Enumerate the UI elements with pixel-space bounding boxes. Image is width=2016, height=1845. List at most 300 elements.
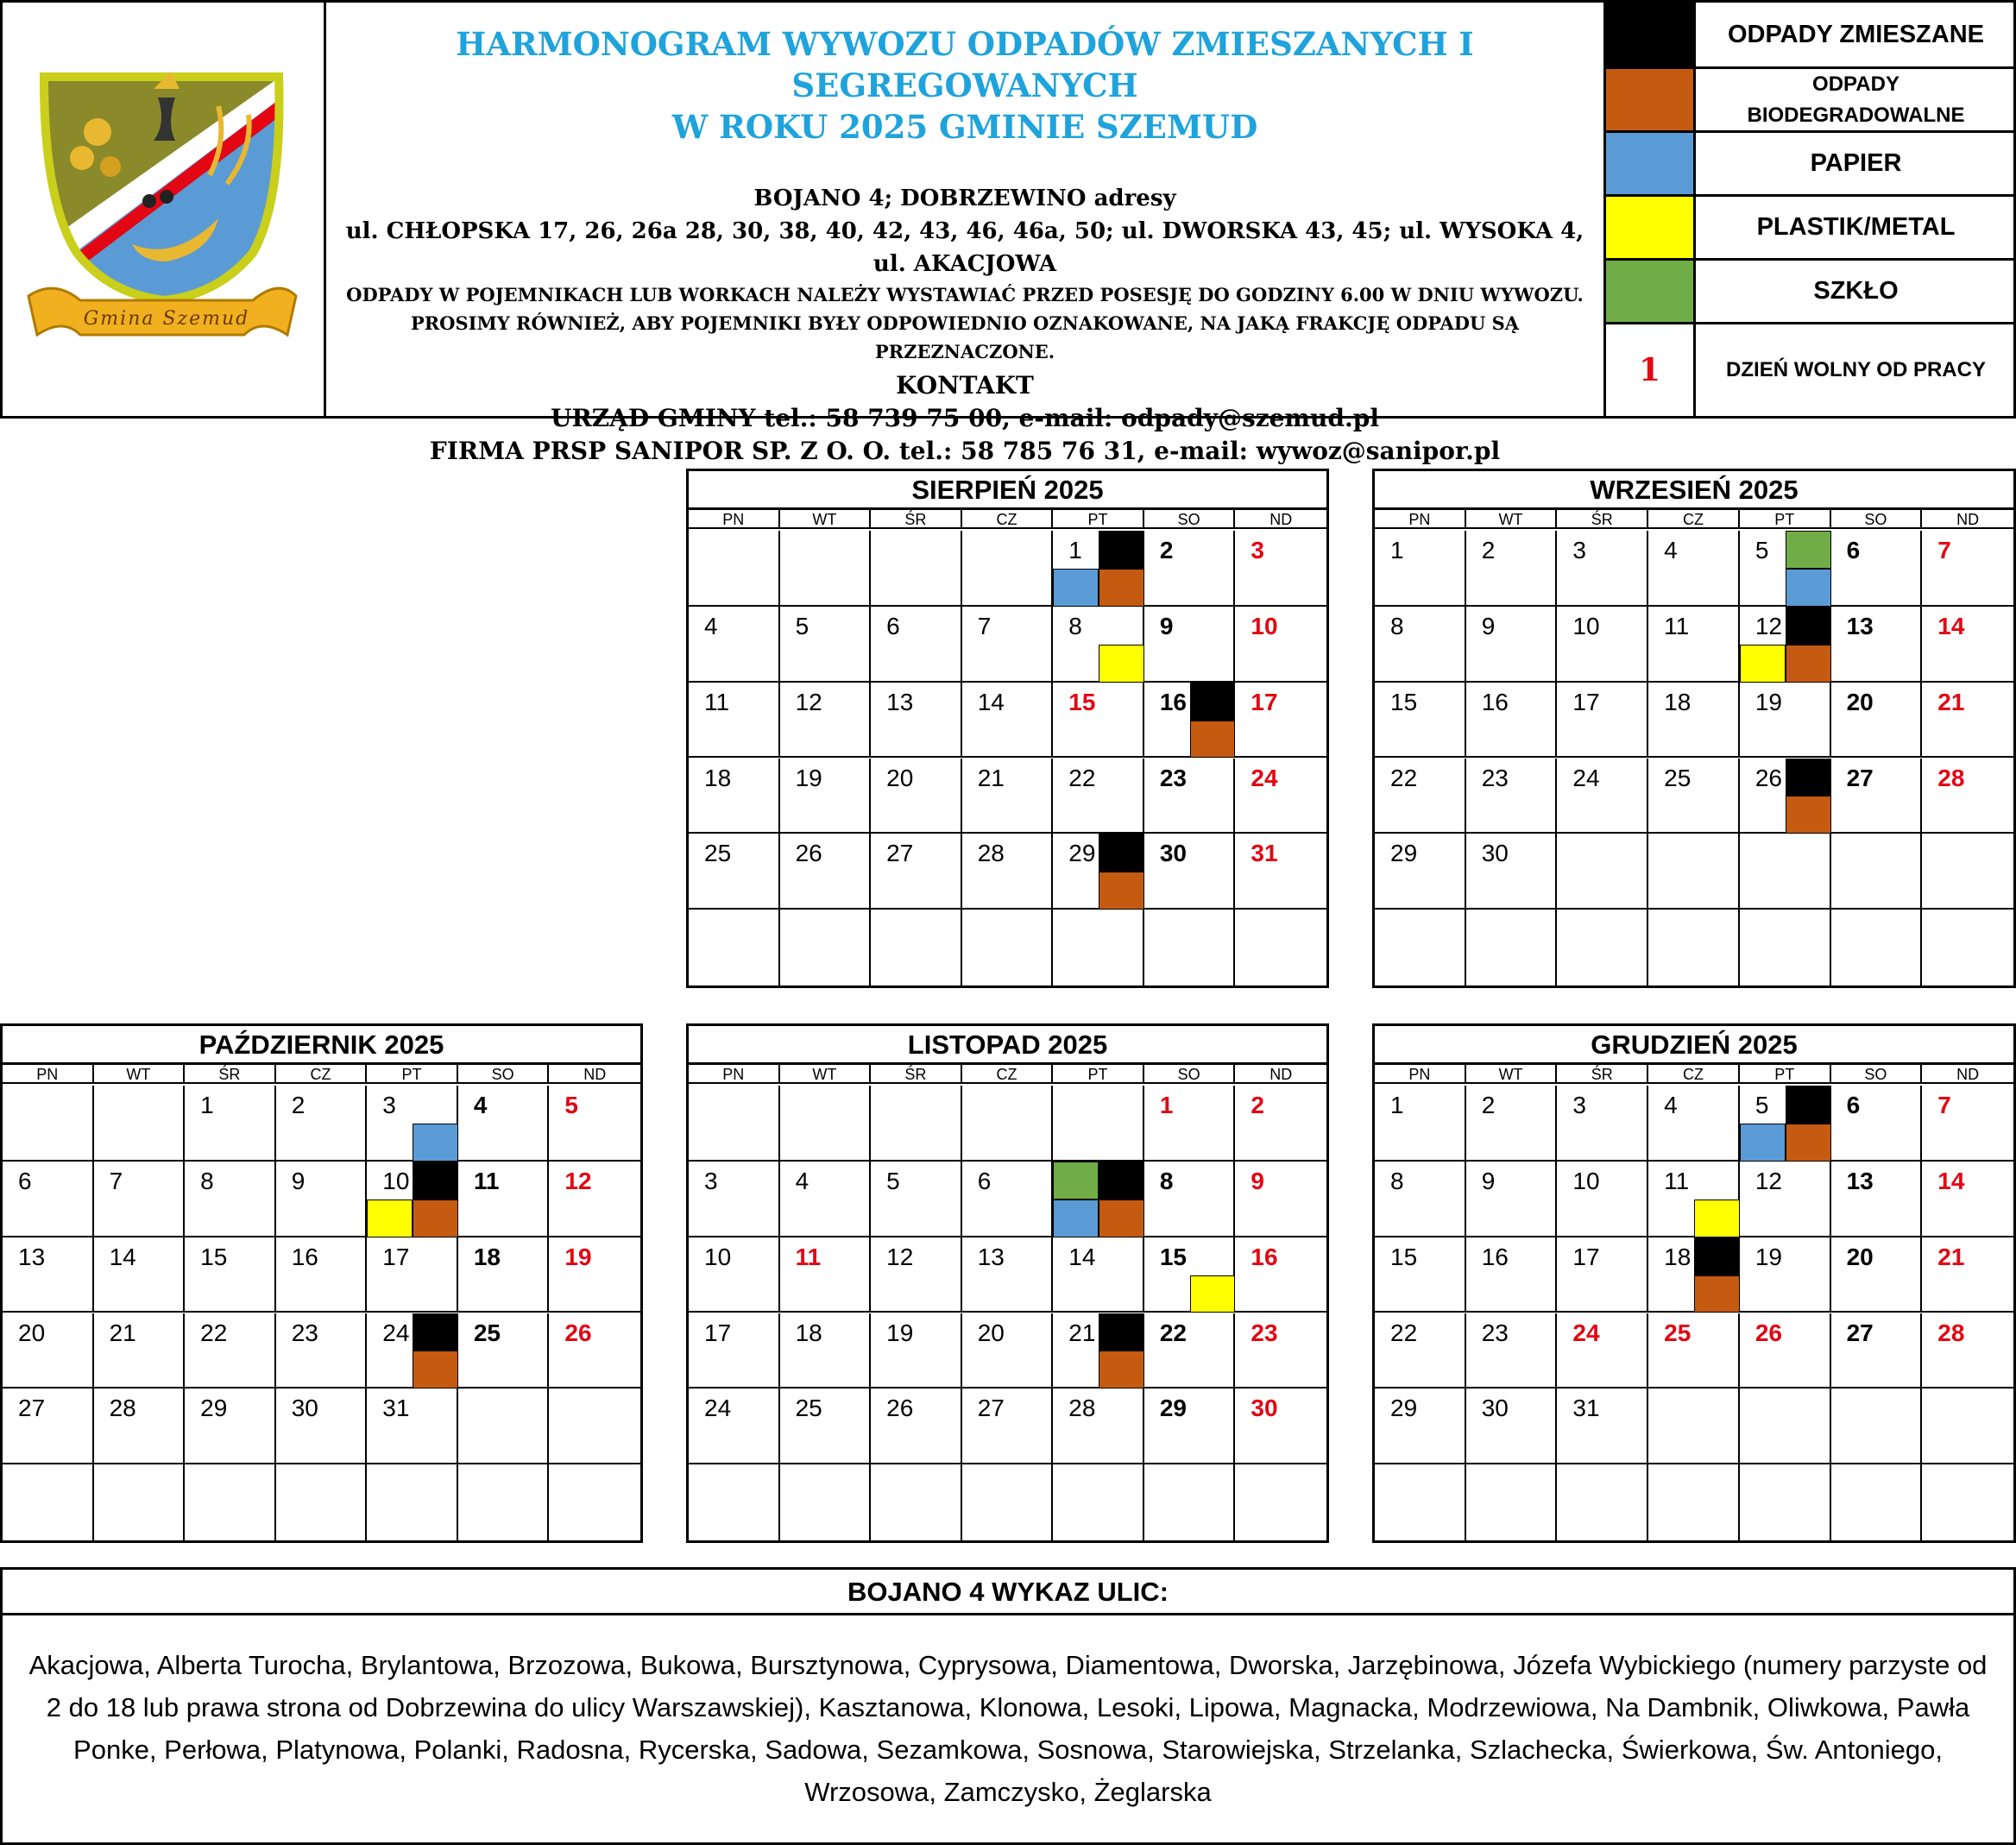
day-number: 19	[886, 1319, 914, 1346]
legend-zmieszane	[1606, 3, 2013, 69]
day-cell	[1831, 1464, 1923, 1540]
day-number: 7	[109, 1167, 123, 1194]
day-cell	[871, 531, 962, 607]
day-cell	[962, 683, 1054, 759]
pickup-mixed-marker	[1786, 759, 1831, 797]
day-cell	[780, 1086, 872, 1162]
day-number: 16	[1481, 1243, 1509, 1270]
calendar-wrzesien	[1372, 469, 2016, 988]
day-number: 15	[200, 1243, 228, 1270]
day-number: 18	[1664, 1243, 1692, 1270]
day-cell	[1740, 1162, 1831, 1237]
calendar-grudzien	[1372, 1023, 2016, 1543]
day-cell	[1557, 1464, 1648, 1540]
day-number: 14	[1937, 612, 1965, 639]
contact-sanipor: FIRMA PRSP SANIPOR SP. Z O. O. tel.: 58 785 76 31, e-mail: wywoz@sanipor.pl	[429, 437, 1501, 465]
day-cell	[1375, 531, 1466, 607]
day-number: 18	[795, 1319, 822, 1346]
day-number: 11	[1664, 1167, 1690, 1194]
day-number: 10	[1572, 612, 1600, 639]
title-line1: HARMONOGRAM WYWOZU ODPADÓW ZMIESZANYCH I SEGREGOWANYCH	[456, 25, 1474, 104]
day-number: 10	[382, 1167, 410, 1194]
day-cell	[962, 1464, 1054, 1540]
day-number: 17	[704, 1319, 732, 1346]
day-cell	[1144, 1388, 1236, 1464]
day-cell	[1053, 759, 1144, 834]
day-cell	[1740, 1388, 1831, 1464]
day-cell	[1375, 1313, 1466, 1389]
pickup-plastic-marker	[1099, 645, 1144, 683]
day-cell	[689, 759, 780, 834]
day-number: 31	[382, 1395, 410, 1422]
legend-holiday	[1606, 324, 2013, 416]
day-number: 30	[1481, 1395, 1509, 1422]
day-cell	[1466, 1237, 1558, 1313]
day-cell	[1648, 834, 1740, 910]
legend-swatch-plastik	[1606, 197, 1696, 258]
day-number: 8	[1390, 1167, 1404, 1194]
day-number: 25	[795, 1395, 822, 1422]
weekday-header: ŚR	[871, 510, 962, 529]
day-number: 25	[704, 840, 732, 867]
day-number: 20	[18, 1319, 46, 1346]
day-number: 1	[200, 1092, 214, 1118]
day-number: 14	[109, 1243, 136, 1270]
day-cell	[780, 1464, 872, 1540]
day-number: 5	[795, 612, 810, 639]
day-number: 19	[1755, 1243, 1782, 1270]
day-cell	[871, 1313, 962, 1389]
day-cell	[1557, 759, 1648, 834]
day-cell	[367, 1313, 458, 1389]
legend-holiday-number: 1	[1606, 324, 1696, 416]
day-number: 24	[1251, 764, 1278, 791]
disposal-note: ODPADY W POJEMNIKACH LUB WORKACH NALEŻY WYSTAWIAĆ PRZED POSESJĘ DO GODZINY 6.00 W DNIU WYWOZU. PROSIMY RÓWNIEŻ, ABY POJEMNIKI BYŁY ODPOWIEDNIO OZNAKOWANE, NA JAKĄ FRAKCJĘ ODPADU SĄ PRZEZNACZONE.	[346, 284, 1584, 362]
day-number: 2	[291, 1092, 306, 1118]
day-cell	[549, 1086, 640, 1162]
weekday-header: ŚR	[871, 1065, 962, 1084]
legend-swatch-papier	[1606, 133, 1696, 194]
weekday-header: PN	[3, 1065, 94, 1084]
day-number: 1	[1159, 1092, 1174, 1118]
pickup-bio-marker	[1099, 569, 1144, 607]
day-cell	[1235, 1313, 1326, 1389]
day-cell	[1144, 683, 1236, 759]
address-line2: ul. CHŁOPSKA 17, 26, 26a 28, 30, 38, 40, 42, 43, 46, 46a, 50; ul. DWORSKA 43, 45; ul. WYSOKA 4,	[345, 218, 1584, 244]
day-cell	[1466, 1086, 1558, 1162]
day-number: 19	[795, 764, 822, 791]
day-number: 6	[1846, 1092, 1861, 1118]
day-cell	[1648, 1237, 1740, 1313]
day-number: 25	[1664, 1319, 1692, 1346]
weekday-header: PT	[367, 1065, 458, 1084]
day-cell	[1922, 683, 2013, 759]
day-cell	[458, 1388, 550, 1464]
day-number: 29	[1068, 840, 1096, 867]
day-number: 19	[1755, 688, 1782, 715]
day-cell	[185, 1388, 276, 1464]
day-cell	[962, 834, 1054, 910]
day-cell	[1922, 1237, 2013, 1313]
day-cell	[276, 1388, 368, 1464]
pickup-bio-marker	[1190, 721, 1236, 759]
day-number: 25	[1664, 764, 1692, 791]
day-cell	[94, 1162, 186, 1237]
day-cell	[94, 1237, 186, 1313]
day-cell	[962, 531, 1054, 607]
day-number: 27	[1846, 764, 1874, 791]
day-cell	[185, 1237, 276, 1313]
pickup-paper-marker	[413, 1124, 458, 1162]
day-cell	[1053, 1388, 1144, 1464]
day-cell	[3, 1086, 94, 1162]
day-cell	[962, 1313, 1054, 1389]
day-cell	[549, 1162, 640, 1237]
day-number: 7	[977, 612, 992, 639]
weekday-header: PT	[1740, 1065, 1831, 1084]
day-cell	[1053, 1237, 1144, 1313]
day-cell	[1375, 1237, 1466, 1313]
day-number: 13	[18, 1243, 46, 1270]
day-cell	[1466, 607, 1558, 683]
day-cell	[458, 1237, 550, 1313]
day-cell	[962, 1237, 1054, 1313]
day-cell	[1740, 1313, 1831, 1389]
day-number: 19	[564, 1243, 592, 1270]
day-cell	[1144, 607, 1236, 683]
day-cell	[871, 1388, 962, 1464]
day-cell	[1831, 1162, 1923, 1237]
day-cell	[276, 1086, 368, 1162]
day-cell	[367, 1086, 458, 1162]
day-cell	[1831, 531, 1923, 607]
day-cell	[1235, 1162, 1326, 1237]
logo-text: Gmina Szemud	[83, 308, 250, 330]
day-cell	[549, 1464, 640, 1540]
day-number: 30	[1251, 1395, 1278, 1422]
day-cell	[1466, 1464, 1558, 1540]
day-number: 11	[795, 1243, 822, 1270]
address-line3: ul. AKACJOWA	[873, 251, 1057, 277]
day-number: 30	[1481, 840, 1509, 867]
day-cell	[1053, 1464, 1144, 1540]
day-number: 22	[200, 1319, 228, 1346]
day-number: 16	[1251, 1243, 1278, 1270]
pickup-mixed-marker	[1099, 531, 1144, 569]
day-number: 6	[18, 1167, 32, 1194]
day-number: 27	[1846, 1319, 1874, 1346]
day-cell	[3, 1237, 94, 1313]
calendar-sierpien	[686, 469, 1329, 988]
day-number: 28	[1937, 1319, 1965, 1346]
day-number: 17	[1251, 688, 1278, 715]
day-cell	[780, 683, 872, 759]
day-number: 16	[1481, 688, 1509, 715]
legend-label-papier: PAPIER	[1810, 149, 1902, 177]
day-number: 5	[1755, 1092, 1769, 1118]
day-cell	[689, 607, 780, 683]
weekday-header: ND	[1922, 1065, 2013, 1084]
day-cell	[1144, 1237, 1236, 1313]
day-cell	[689, 683, 780, 759]
day-number: 21	[1937, 688, 1965, 715]
day-number: 5	[564, 1092, 578, 1118]
day-number: 29	[1390, 840, 1418, 867]
day-cell	[1922, 1464, 2013, 1540]
day-cell	[367, 1162, 458, 1237]
weekday-header: CZ	[962, 510, 1054, 529]
streets-title: BOJANO 4 WYKAZ ULIC:	[3, 1570, 2013, 1615]
day-cell	[1648, 1464, 1740, 1540]
day-cell	[1466, 683, 1558, 759]
pickup-mixed-marker	[1099, 834, 1144, 872]
day-number: 13	[1846, 612, 1874, 639]
day-cell	[185, 1464, 276, 1540]
day-number: 13	[1846, 1167, 1874, 1194]
day-number: 5	[886, 1167, 900, 1194]
day-cell	[780, 1237, 872, 1313]
day-cell	[1557, 683, 1648, 759]
day-number: 9	[1251, 1167, 1264, 1194]
legend-papier	[1606, 133, 2013, 197]
day-cell	[1922, 1162, 2013, 1237]
day-number: 26	[564, 1319, 592, 1346]
day-number: 28	[1068, 1395, 1096, 1422]
day-number: 27	[886, 840, 914, 867]
month-title: LISTOPAD 2025	[689, 1026, 1326, 1065]
day-cell	[1144, 910, 1236, 985]
day-cell	[1922, 1086, 2013, 1162]
contact-title: KONTAKT	[896, 371, 1034, 400]
day-cell	[276, 1237, 368, 1313]
day-number: 20	[886, 764, 914, 791]
weekday-header: PT	[1053, 510, 1144, 529]
weekday-header: CZ	[276, 1065, 368, 1084]
day-number: 29	[1390, 1395, 1418, 1422]
day-cell	[1053, 1313, 1144, 1389]
day-cell	[1740, 683, 1831, 759]
day-number: 28	[1937, 764, 1965, 791]
day-number: 20	[1846, 688, 1874, 715]
weekday-header: SO	[1831, 1065, 1923, 1084]
day-number: 9	[291, 1167, 306, 1194]
day-cell	[1375, 759, 1466, 834]
day-cell	[1740, 834, 1831, 910]
weekday-header: PN	[689, 510, 780, 529]
day-cell	[1375, 1388, 1466, 1464]
day-cell	[458, 1162, 550, 1237]
day-cell	[1235, 834, 1326, 910]
day-cell	[94, 1086, 186, 1162]
day-cell	[1053, 834, 1144, 910]
pickup-mixed-marker	[413, 1313, 458, 1351]
day-number: 12	[795, 688, 822, 715]
day-cell	[1740, 531, 1831, 607]
legend-swatch-zmieszane	[1606, 3, 1696, 66]
pickup-bio-marker	[1786, 645, 1831, 683]
day-cell	[1375, 683, 1466, 759]
calendar-pazdziernik	[0, 1023, 643, 1543]
day-cell	[1831, 1313, 1923, 1389]
day-cell	[1053, 910, 1144, 985]
pickup-glass-marker	[1786, 531, 1831, 569]
day-number: 10	[1572, 1167, 1600, 1194]
day-number: 31	[1572, 1395, 1600, 1422]
day-cell	[1557, 531, 1648, 607]
day-number: 21	[1068, 1319, 1096, 1346]
day-cell	[1831, 759, 1923, 834]
day-cell	[94, 1464, 186, 1540]
day-cell	[3, 1162, 94, 1237]
day-cell	[780, 1313, 872, 1389]
pickup-bio-marker	[1099, 872, 1144, 910]
month-title: WRZESIEŃ 2025	[1375, 471, 2013, 510]
day-number: 7	[1937, 1092, 1951, 1118]
day-cell	[1831, 1388, 1923, 1464]
day-number: 28	[109, 1395, 136, 1422]
day-number: 26	[795, 840, 822, 867]
weekday-header: PN	[1375, 1065, 1466, 1084]
day-cell	[689, 834, 780, 910]
day-cell	[689, 1464, 780, 1540]
day-number: 23	[1481, 1319, 1509, 1346]
day-cell	[1466, 834, 1558, 910]
day-cell	[871, 759, 962, 834]
day-cell	[1235, 910, 1326, 985]
day-cell	[1053, 1162, 1144, 1237]
pickup-glass-marker	[1053, 1162, 1099, 1200]
day-number: 6	[977, 1167, 992, 1194]
legend-swatch-bio	[1606, 69, 1696, 130]
day-cell	[1053, 531, 1144, 607]
day-number: 15	[1068, 688, 1096, 715]
pickup-bio-marker	[1099, 1200, 1144, 1237]
legend-szklo	[1606, 261, 2013, 324]
day-number: 24	[1572, 764, 1600, 791]
pickup-mixed-marker	[413, 1162, 458, 1200]
day-cell	[1466, 1313, 1558, 1389]
weekday-header: CZ	[1648, 1065, 1740, 1084]
day-number: 21	[1937, 1243, 1965, 1270]
day-cell	[1648, 1162, 1740, 1237]
day-cell	[1466, 531, 1558, 607]
day-cell	[1466, 910, 1558, 985]
day-cell	[780, 1162, 872, 1237]
day-cell	[94, 1313, 186, 1389]
day-cell	[1557, 1162, 1648, 1237]
day-number: 2	[1481, 1092, 1496, 1118]
day-cell	[1922, 834, 2013, 910]
day-cell	[458, 1464, 550, 1540]
day-cell	[1235, 1388, 1326, 1464]
pickup-plastic-marker	[367, 1200, 413, 1237]
day-number: 10	[1251, 612, 1278, 639]
day-cell	[1375, 1086, 1466, 1162]
day-number: 9	[1481, 1167, 1496, 1194]
day-cell	[1557, 834, 1648, 910]
pickup-bio-marker	[1099, 1351, 1144, 1388]
day-cell	[1740, 910, 1831, 985]
day-cell	[1375, 1162, 1466, 1237]
weekday-header: SO	[1144, 510, 1236, 529]
day-number: 14	[1937, 1167, 1965, 1194]
day-number: 26	[886, 1395, 914, 1422]
day-cell	[1053, 1086, 1144, 1162]
day-number: 29	[1159, 1395, 1187, 1422]
weekday-header: PN	[689, 1065, 780, 1084]
day-cell	[549, 1237, 640, 1313]
pickup-paper-marker	[1053, 1200, 1099, 1237]
day-cell	[1235, 1086, 1326, 1162]
day-cell	[367, 1464, 458, 1540]
pickup-paper-marker	[1053, 569, 1099, 607]
day-cell	[1235, 1237, 1326, 1313]
weekday-header: SO	[458, 1065, 550, 1084]
day-cell	[3, 1388, 94, 1464]
day-cell	[1466, 1162, 1558, 1237]
day-number: 4	[473, 1092, 488, 1118]
contact-urzad: URZĄD GMINY tel.: 58 739 75 00, e-mail: odpady@szemud.pl	[551, 404, 1379, 432]
day-number: 2	[1159, 537, 1174, 564]
day-cell	[367, 1388, 458, 1464]
weekday-header: WT	[780, 1065, 872, 1084]
day-cell	[1922, 1388, 2013, 1464]
day-number: 15	[1159, 1243, 1187, 1270]
day-cell	[1740, 1086, 1831, 1162]
day-number: 11	[473, 1167, 500, 1194]
legend-bio	[1606, 69, 2013, 133]
day-cell	[1648, 910, 1740, 985]
day-number: 12	[1755, 612, 1782, 639]
day-cell	[1144, 1313, 1236, 1389]
day-cell	[780, 910, 872, 985]
day-cell	[1922, 607, 2013, 683]
weekday-header: WT	[94, 1065, 186, 1084]
day-cell	[1740, 1237, 1831, 1313]
day-cell	[780, 834, 872, 910]
legend-label-plastik: PLASTIK/METAL	[1756, 213, 1956, 241]
day-number: 22	[1068, 764, 1096, 791]
day-cell	[549, 1313, 640, 1389]
day-cell	[871, 1162, 962, 1237]
day-number: 2	[1481, 537, 1496, 564]
day-cell	[185, 1162, 276, 1237]
pickup-bio-marker	[413, 1200, 458, 1237]
day-number: 20	[977, 1319, 1005, 1346]
day-cell	[1235, 1464, 1326, 1540]
day-number: 15	[1390, 1243, 1418, 1270]
month-title: GRUDZIEŃ 2025	[1375, 1026, 2013, 1065]
day-cell	[1144, 1162, 1236, 1237]
legend-label-zmieszane: ODPADY ZMIESZANE	[1727, 20, 1984, 48]
day-cell	[1557, 607, 1648, 683]
day-cell	[1144, 759, 1236, 834]
day-cell	[1557, 1086, 1648, 1162]
day-number: 14	[977, 688, 1005, 715]
day-number: 3	[1572, 537, 1586, 564]
legend-label-holiday: DZIEŃ WOLNY OD PRACY	[1726, 358, 1986, 381]
day-cell	[1466, 1388, 1558, 1464]
day-number: 18	[704, 764, 732, 791]
day-cell	[1235, 759, 1326, 834]
day-cell	[962, 759, 1054, 834]
day-cell	[1235, 531, 1326, 607]
day-number: 2	[1251, 1092, 1264, 1118]
day-cell	[962, 1086, 1054, 1162]
day-cell	[1648, 1086, 1740, 1162]
weekday-header: ŚR	[1557, 510, 1648, 529]
day-cell	[1144, 834, 1236, 910]
